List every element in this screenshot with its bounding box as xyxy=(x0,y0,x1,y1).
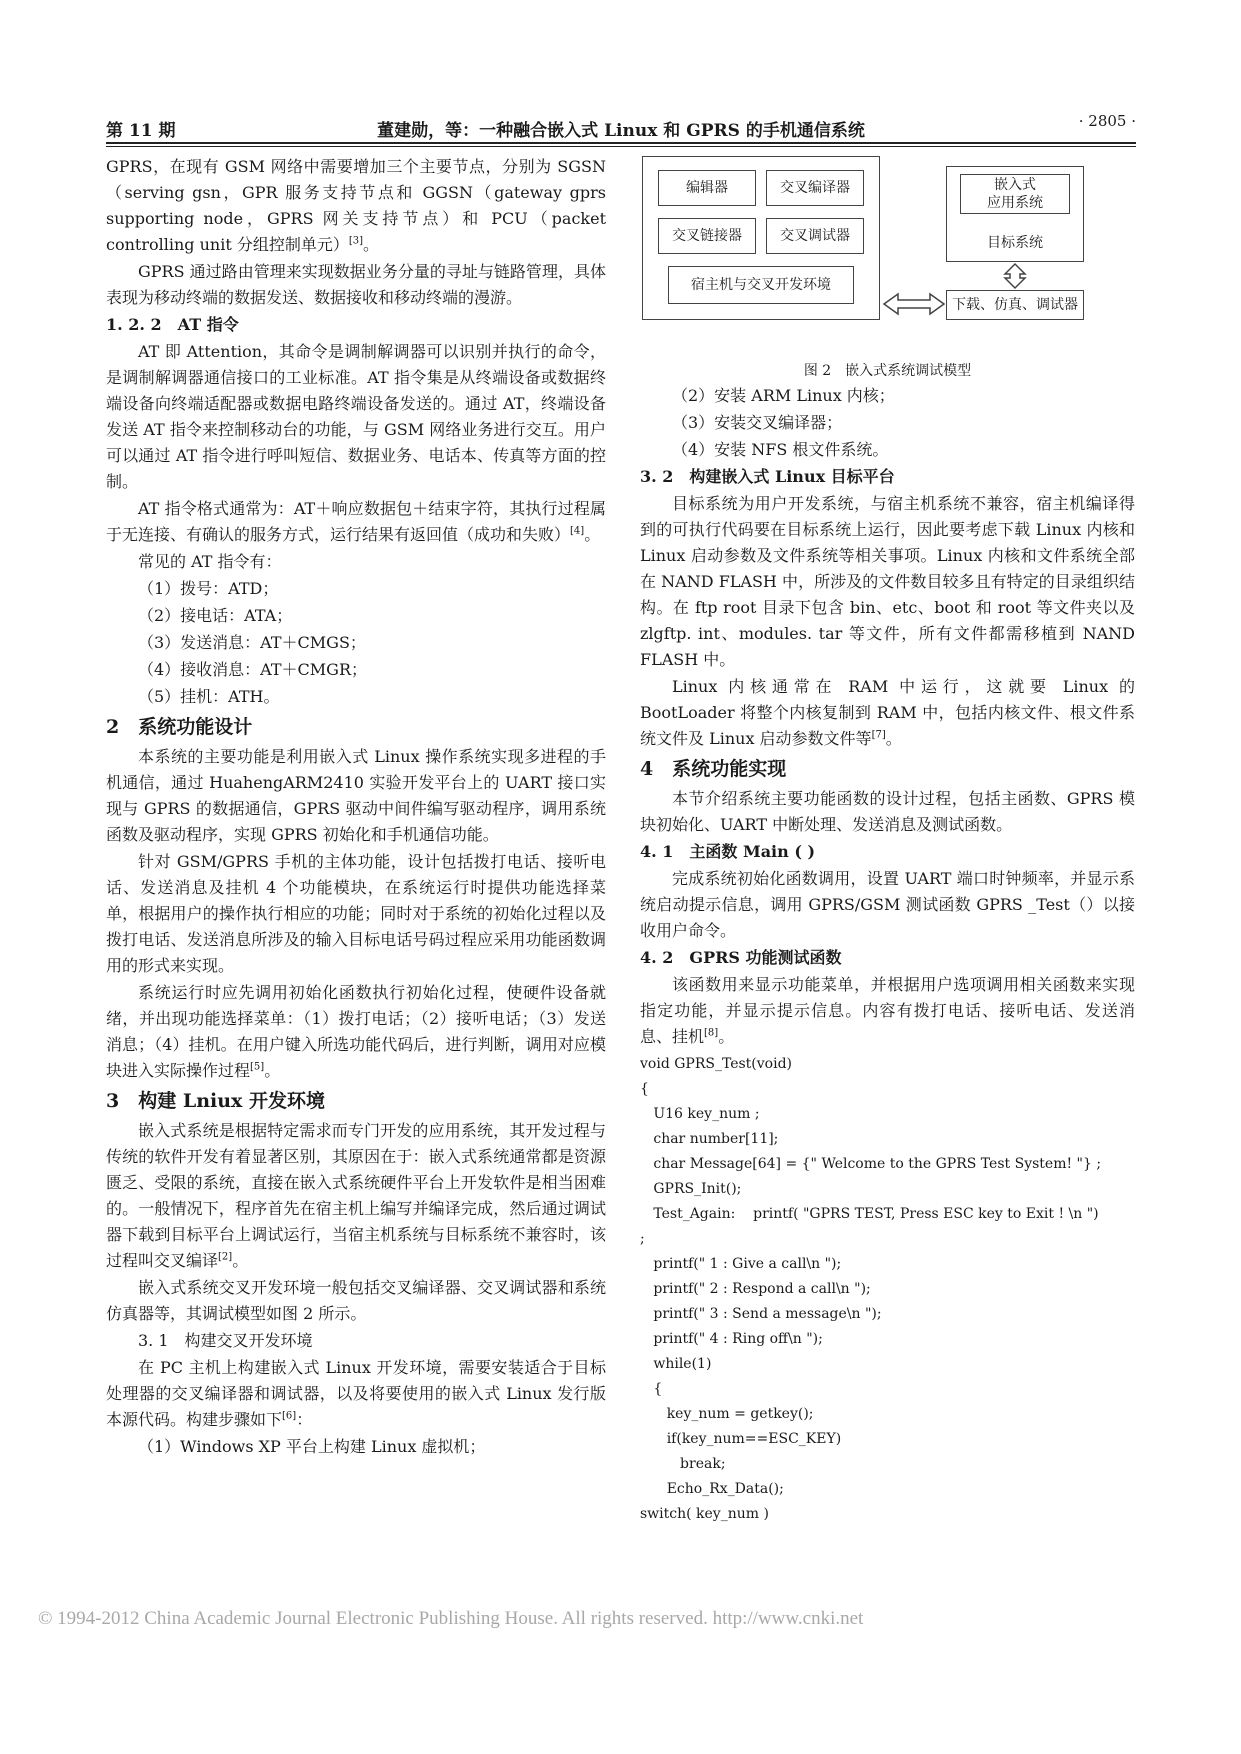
code-line: key_num = getkey(); xyxy=(640,1406,814,1422)
paragraph: 常见的 AT 指令有： xyxy=(138,552,282,571)
download-debugger-box: 下载、仿真、调试器 xyxy=(946,290,1084,320)
code-line: ; xyxy=(640,1231,645,1247)
copyright-footer: © 1994-2012 China Academic Journal Electronic Publishing House. All rights reserved. http://www.cnki.net xyxy=(38,1608,864,1629)
issue-number: 第 11 期 xyxy=(106,121,176,141)
list-item: （3）发送消息：AT＋CMGS； xyxy=(138,633,366,652)
host-env-box: 宿主机与交叉开发环境 xyxy=(668,266,854,304)
running-title: 董建勋，等：一种融合嵌入式 Linux 和 GPRS 的手机通信系统 xyxy=(377,121,865,141)
editor-box: 编辑器 xyxy=(658,170,756,206)
list-item: （2）安装 ARM Linux 内核； xyxy=(672,386,895,405)
embedded-app-box: 嵌入式 应用系统 xyxy=(960,174,1070,214)
cross-debugger-box: 交叉调试器 xyxy=(766,218,864,254)
paragraph: 针对 GSM/GPRS 手机的主体功能，设计包括拨打电话、接听电话、发送消息及挂机 4 个功能模块，在系统运行时提供功能选择菜单，根据用户的操作执行相应的功能；同时对于系统的初始化过程以及拨打电话、发送消息所涉及的输入目标电话号码过程应采用功能函数调用的形式来实现。 xyxy=(106,852,606,975)
download-to-target-arrow xyxy=(1005,264,1025,288)
paragraph: GPRS，在现有 GSM 网络中需要增加三个主要节点，分别为 SGSN（serving gsn，GPR 服务支持节点和 GGSN（gateway gprs supporting node，GPRS 网关支持节点）和 PCU（packet controlling unit 分组控制单元）[3]。 xyxy=(106,157,606,254)
code-line: printf(" 1 : Give a call\n "); xyxy=(640,1256,842,1272)
section-heading: 3. 1 构建交叉开发环境 xyxy=(138,1331,313,1350)
citation-ref: [3] xyxy=(348,235,364,247)
figure-caption: 图 2 嵌入式系统调试模型 xyxy=(803,363,972,379)
list-item: （2）接电话：ATA； xyxy=(138,606,293,625)
list-item: （4）接收消息：AT＋CMGR； xyxy=(138,660,367,679)
list-item: （1）拨号：ATD； xyxy=(138,579,279,598)
paragraph: 系统运行时应先调用初始化函数执行初始化过程，使硬件设备就绪，并出现功能选择菜单：（1）拨打电话；（2）接听电话；（3）发送消息；（4）挂机。在用户键入所选功能代码后，进行判断，调用对应模块进入实际操作过程[5]。 xyxy=(106,983,606,1080)
paragraph: AT 指令格式通常为：AT＋响应数据包＋结束字符，其执行过程属于无连接、有确认的服务方式，运行结果有返回值（成功和失败）[4]。 xyxy=(106,499,606,544)
cross-compiler-box: 交叉编译器 xyxy=(766,170,864,206)
paragraph: GPRS 通过路由管理来实现数据业务分量的寻址与链路管理，具体表现为移动终端的数据发送、数据接收和移动终端的漫游。 xyxy=(106,262,606,307)
paragraph: 在 PC 主机上构建嵌入式 Linux 开发环境，需要安装适合于目标处理器的交叉编译器和调试器，以及将要使用的嵌入式 Linux 发行版本源代码。构建步骤如下[6]： xyxy=(106,1358,606,1429)
paragraph: 嵌入式系统是根据特定需求而专门开发的应用系统，其开发过程与传统的软件开发有着显著区别，其原因在于：嵌入式系统通常都是资源匮乏、受限的系统，直接在嵌入式系统硬件平台上开发软件是相当困难的。一般情况下，程序首先在宿主机上编写并编译完成，然后通过调试器下载到目标平台上调试运行，当宿主机系统与目标系统不兼容时，该过程叫交叉编译[2]。 xyxy=(106,1121,606,1270)
host-to-download-arrow xyxy=(884,294,944,314)
section-heading: 1. 2. 2 AT 指令 xyxy=(106,315,239,334)
citation-ref: [5] xyxy=(250,1061,265,1073)
cross-linker-box: 交叉链接器 xyxy=(658,218,756,254)
left-column xyxy=(106,154,606,1461)
running-header xyxy=(106,110,1136,142)
paragraph: 嵌入式系统交叉开发环境一般包括交叉编译器、交叉调试器和系统仿真器等，其调试模型如图 2 所示。 xyxy=(106,1278,606,1323)
citation-ref: [6] xyxy=(282,1410,297,1422)
page-number: · 2805 · xyxy=(1078,112,1136,130)
code-line: GPRS_Init(); xyxy=(640,1181,742,1197)
paragraph: 本节介绍系统主要功能函数的设计过程，包括主函数、GPRS 模块初始化、UART 中断处理、发送消息及测试函数。 xyxy=(640,789,1135,834)
code-line: printf(" 4 : Ring off\n "); xyxy=(640,1331,823,1347)
code-line: { xyxy=(640,1081,649,1097)
paragraph: 该函数用来显示功能菜单，并根据用户选项调用相关函数来实现指定功能，并显示提示信息。内容有拨打电话、接听电话、发送消息、挂机[8]。 xyxy=(640,975,1135,1046)
right-column-text xyxy=(640,383,1135,1050)
section-heading: 4. 2 GPRS 功能测试函数 xyxy=(640,948,842,967)
section-heading: 4. 1 主函数 Main ( ) xyxy=(640,842,816,861)
code-line: Test_Again: printf( "GPRS TEST, Press ESC key to Exit ! \n ") xyxy=(640,1206,1099,1222)
code-line: char number[11]; xyxy=(640,1131,779,1147)
header-rule-thin xyxy=(106,146,1136,147)
paragraph: 本系统的主要功能是利用嵌入式 Linux 操作系统实现多进程的手机通信，通过 HuahengARM2410 实验开发平台上的 UART 接口实现与 GPRS 的数据通信，GPRS 驱动中间件编写驱动程序，调用系统函数及驱动程序，实现 GPRS 初始化和手机通信功能。 xyxy=(106,747,606,844)
code-listing xyxy=(640,1052,1135,1527)
paragraph: AT 即 Attention，其命令是调制解调器可以识别并执行的命令，是调制解调器通信接口的工业标准。AT 指令集是从终端设备或数据终端设备向终端适配器或数据电路终端设备发送的。通过 AT，终端设备发送 AT 指令来控制移动台的功能，与 GSM 网络业务进行交互。用户可以通过 AT 指令进行呼叫短信、数据业务、电话本、传真等方面的控制。 xyxy=(106,342,606,491)
figure-2-debug-model xyxy=(640,154,1135,354)
citation-ref: [2] xyxy=(218,1251,233,1263)
code-line: break; xyxy=(640,1456,726,1472)
code-line: switch( key_num ) xyxy=(640,1506,769,1522)
paragraph: 完成系统初始化函数调用，设置 UART 端口时钟频率，并显示系统启动提示信息，调用 GPRS/GSM 测试函数 GPRS _Test（）以接收用户命令。 xyxy=(640,869,1135,940)
code-line: { xyxy=(640,1381,663,1397)
code-line: printf(" 2 : Respond a call\n "); xyxy=(640,1281,871,1297)
section-heading: 3 构建 Lniux 开发环境 xyxy=(106,1090,325,1112)
citation-ref: [7] xyxy=(871,729,886,741)
code-line: printf(" 3 : Send a message\n "); xyxy=(640,1306,882,1322)
list-item: （3）安装交叉编译器； xyxy=(672,413,843,432)
code-line: Echo_Rx_Data(); xyxy=(640,1481,784,1497)
target-system-label: 目标系统 xyxy=(987,235,1043,251)
paragraph: 目标系统为用户开发系统，与宿主机系统不兼容，宿主机编译得到的可执行代码要在目标系统上运行，因此要考虑下载 Linux 内核和 Linux 启动参数及文件系统等相关事项。Linux 内核和文件系统全部在 NAND FLASH 中，所涉及的文件数目较多且有特定的目录组织结构。在 ftp root 目录下包含 bin、etc、boot 和 root 等文件夹以及 zlgftp. int、modules. tar 等文件，所有文件都需移植到 NAND FLASH 中。 xyxy=(640,494,1135,669)
paragraph: Linux 内核通常在 RAM 中运行，这就要 Linux 的 BootLoader 将整个内核复制到 RAM 中，包括内核文件、根文件系统文件及 Linux 启动参数文件等[7]。 xyxy=(640,677,1135,748)
right-column xyxy=(640,154,1135,1527)
section-heading: 2 系统功能设计 xyxy=(106,716,253,738)
section-heading: 3. 2 构建嵌入式 Linux 目标平台 xyxy=(640,467,895,486)
list-item: （1）Windows XP 平台上构建 Linux 虚拟机； xyxy=(138,1437,486,1456)
list-item: （5）挂机：ATH。 xyxy=(138,687,280,706)
list-item: （4）安装 NFS 根文件系统。 xyxy=(672,440,889,459)
code-line: if(key_num==ESC_KEY) xyxy=(640,1431,842,1447)
citation-ref: [4] xyxy=(570,525,585,537)
citation-ref: [8] xyxy=(704,1027,719,1039)
section-heading: 4 系统功能实现 xyxy=(640,758,787,780)
figure-arrows xyxy=(640,154,1135,354)
code-line: while(1) xyxy=(640,1356,712,1372)
header-rule-thick xyxy=(106,142,1136,144)
code-line: U16 key_num ; xyxy=(640,1106,760,1122)
code-line: char Message[64] = {" Welcome to the GPRS Test System! "} ; xyxy=(640,1156,1102,1172)
code-line: void GPRS_Test(void) xyxy=(640,1056,793,1072)
